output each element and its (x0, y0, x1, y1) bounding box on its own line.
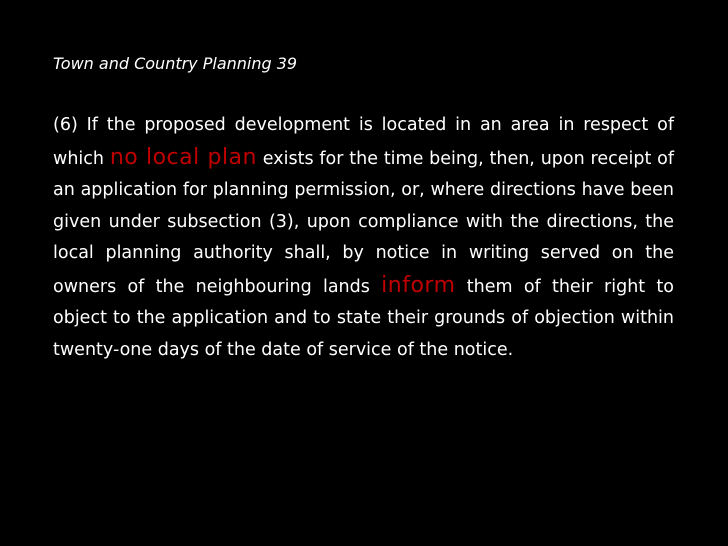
body-text-segment: exists for the time being, then, upon receipt of an application for planning permission, or, where directions have been given under subsection (3), upon compliance with the directions, the local planning authority shall, by notice in writing served on the owners of the neighbouring lands (53, 148, 674, 297)
slide-title: Town and Country Planning 39 (53, 54, 298, 73)
slide-body-paragraph (53, 110, 674, 366)
highlight-inform: inform (381, 272, 456, 298)
body-text-segment: (6) If the proposed development is located in an area in respect of which (53, 115, 674, 169)
body-text-segment: them of their right to object to the application and to state their grounds of objection within twenty-one days of the date of service of the notice. (53, 276, 674, 360)
highlight-no-local-plan: no local plan (109, 144, 257, 170)
